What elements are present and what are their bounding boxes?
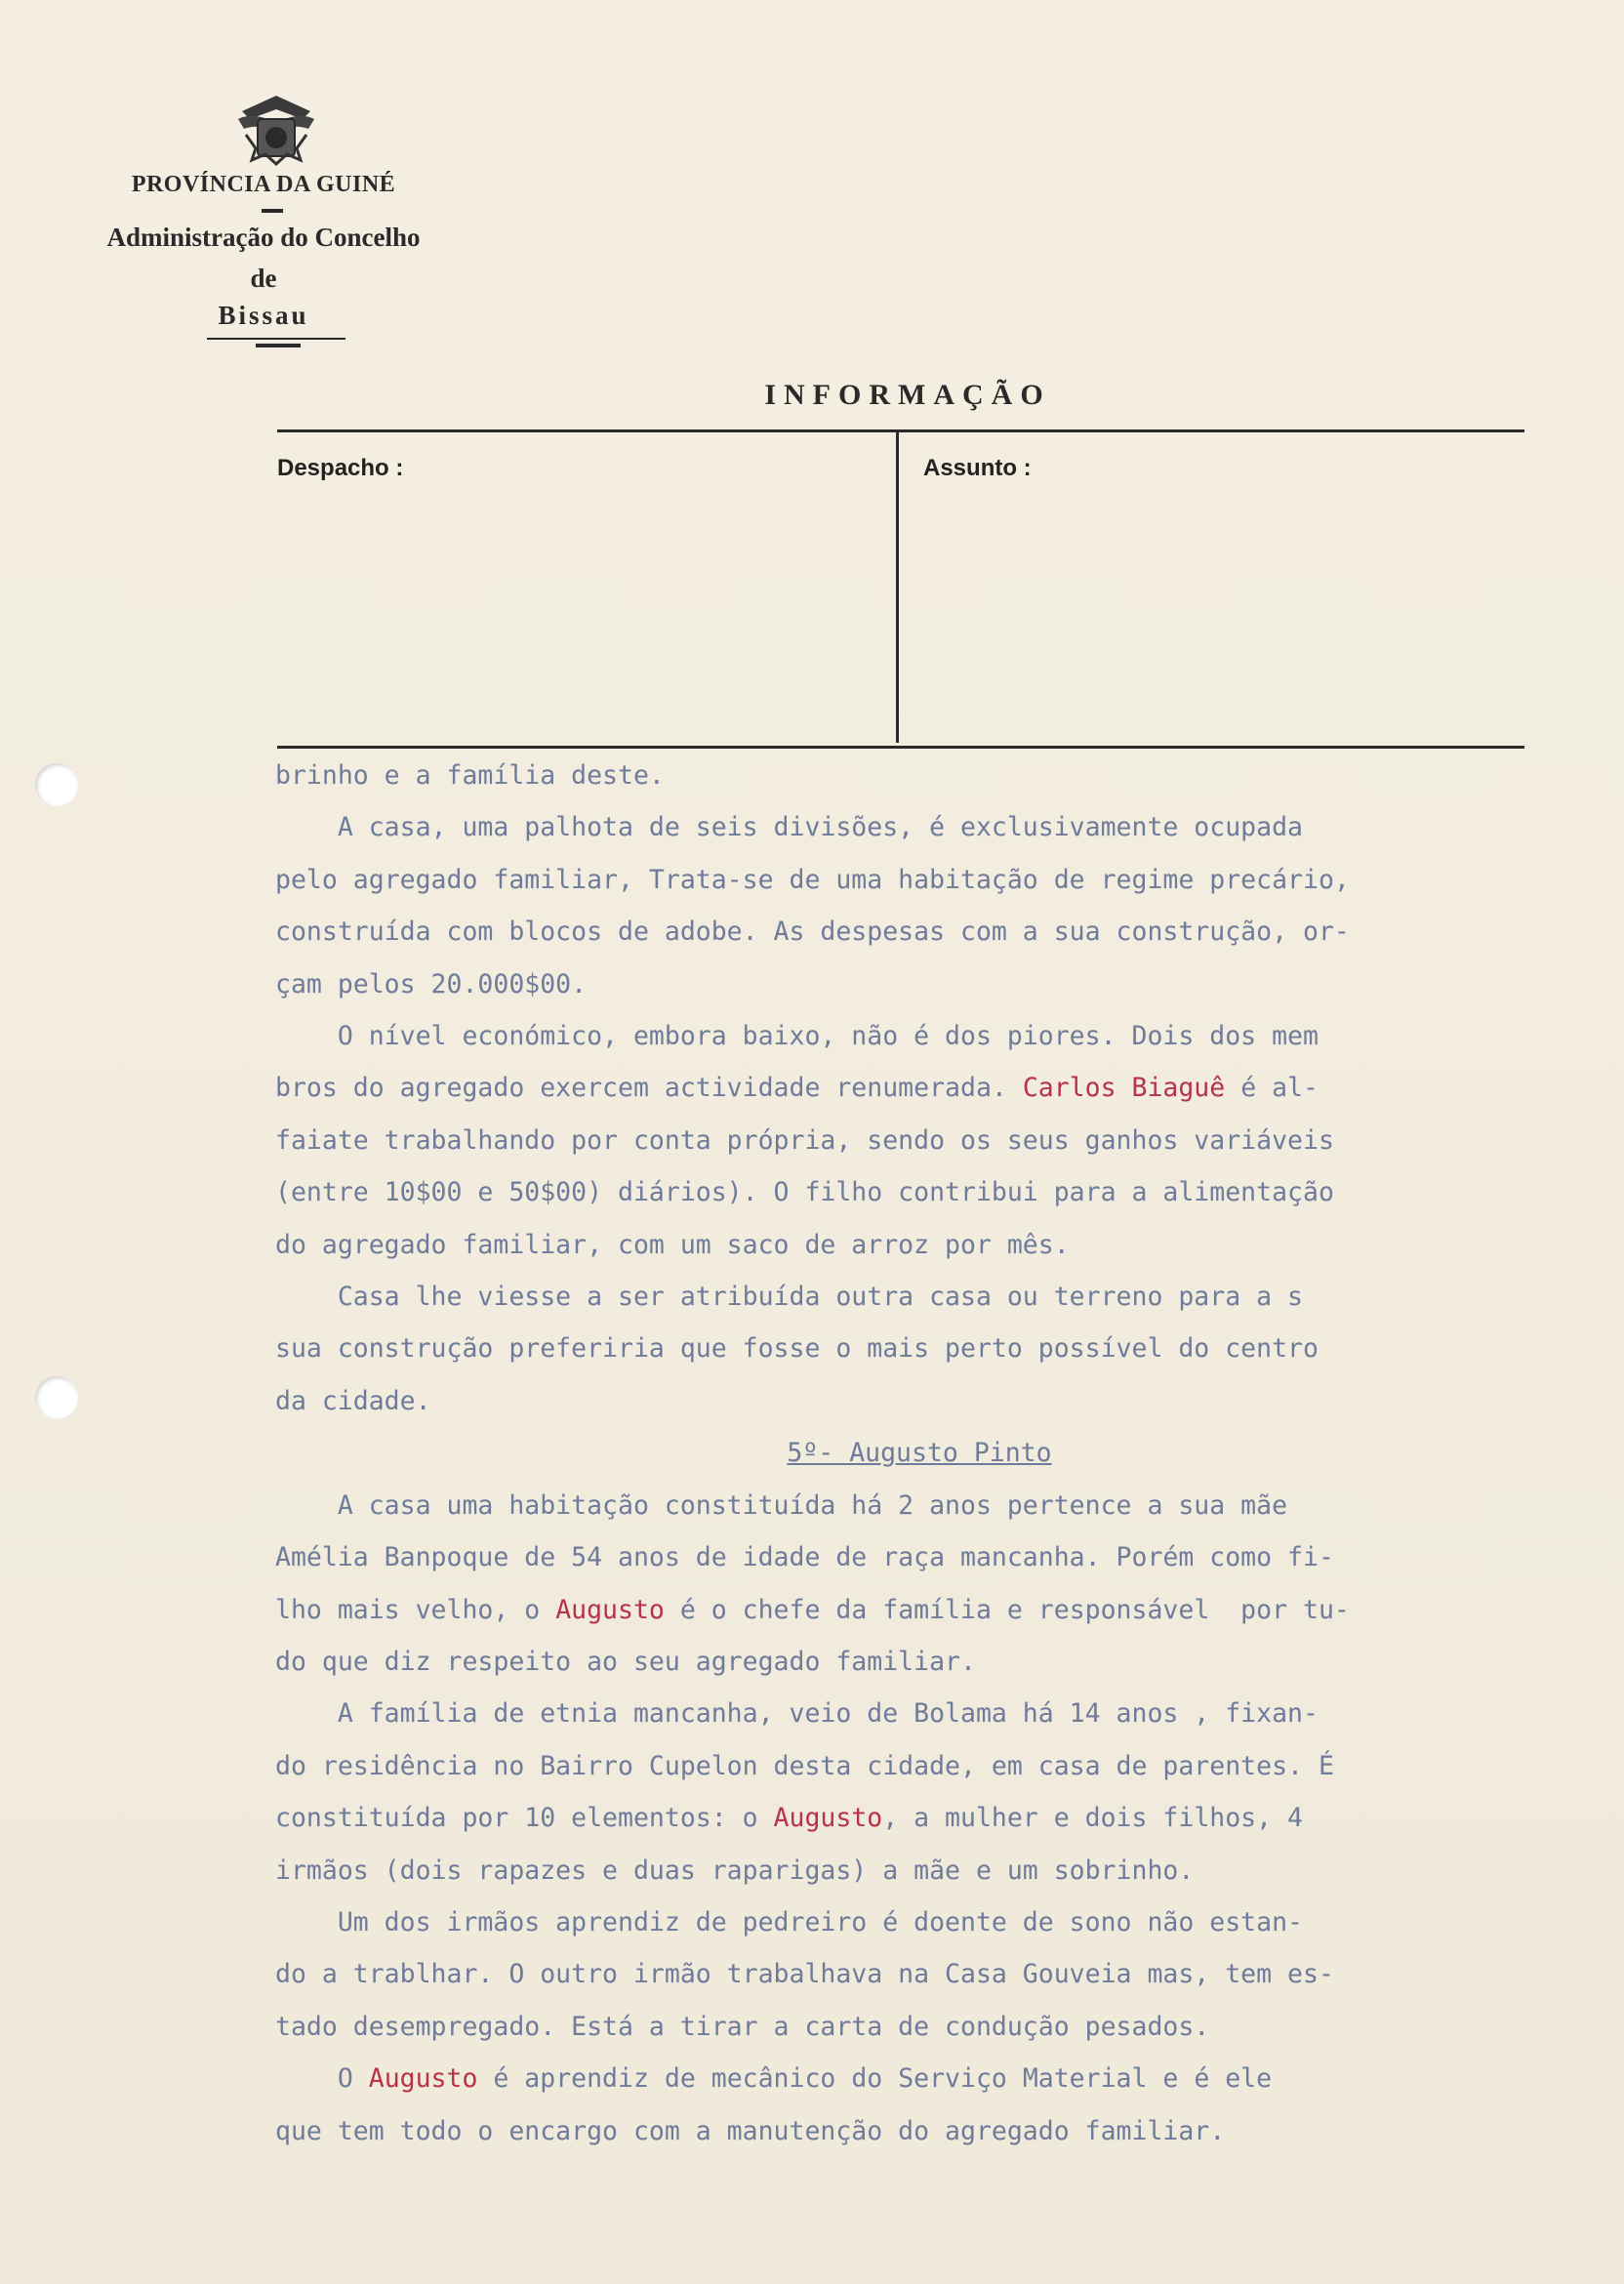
text-line: çam pelos 20.000$00.: [275, 968, 588, 999]
name-augusto: Augusto: [555, 1594, 665, 1625]
text-line: [275, 1062, 1603, 1114]
text-line: (entre 10$00 e 50$00) diários). O filho contribui para a alimentação: [275, 1177, 1334, 1208]
text-line: da cidade.: [275, 1385, 431, 1416]
text-line: sua construção preferiria que fosse o mais perto possível do centro: [275, 1333, 1319, 1365]
text-line: que tem todo o encargo com a manutenção do agregado familiar.: [275, 2115, 1226, 2146]
city-name: Bissau: [218, 301, 309, 330]
name-augusto: Augusto: [773, 1803, 883, 1834]
name-carlos-biague: Carlos Biaguê: [1022, 1073, 1226, 1104]
text-fragment: é al-: [1225, 1073, 1319, 1104]
text-line: A família de etnia mancanha, veio de Bolama há 14 anos , fixan-: [275, 1698, 1319, 1730]
text-line: [275, 1792, 1603, 1844]
text-line: Amélia Banpoque de 54 anos de idade de raça mancanha. Porém como fi-: [275, 1542, 1334, 1573]
text-line: irmãos (dois rapazes e duas raparigas) a mãe e um sobrinho.: [275, 1855, 1195, 1886]
form-border-middle: [896, 432, 899, 743]
divider: [256, 344, 301, 347]
province-name: PROVÍNCIA DA GUINÉ: [131, 172, 396, 197]
section-heading: [548, 1427, 1290, 1479]
divider: [207, 338, 345, 340]
text-line: do que diz respeito ao seu agregado familiar.: [275, 1646, 976, 1677]
text-fragment: constituída por 10 elementos: o: [275, 1803, 774, 1834]
divider: [262, 209, 283, 213]
text-line: A casa uma habitação constituída há 2 anos pertence a sua mãe: [275, 1489, 1288, 1521]
text-line: Um dos irmãos aprendiz de pedreiro é doente de sono não estan-: [275, 1906, 1303, 1937]
text-fragment: é o chefe da família e responsável por tu-: [664, 1594, 1350, 1625]
text-line: A casa, uma palhota de seis divisões, é exclusivamente ocupada: [275, 812, 1303, 843]
text-line: faiate trabalhando por conta própria, sendo os seus ganhos variáveis: [275, 1124, 1334, 1156]
text-line: [275, 1584, 1603, 1636]
text-fragment: O: [275, 2063, 369, 2095]
text-line: O nível económico, embora baixo, não é dos piores. Dois dos mem: [275, 1021, 1319, 1052]
text-line: brinho e a família deste.: [275, 760, 665, 791]
text-fragment: , a mulher e dois filhos, 4: [882, 1803, 1304, 1834]
name-augusto: Augusto: [368, 2063, 478, 2095]
section-heading-text: 5º- Augusto Pinto: [787, 1438, 1052, 1469]
text-line: tado desempregado. Está a tirar a carta de condução pesados.: [275, 2011, 1210, 2042]
despacho-label: Despacho :: [277, 455, 404, 481]
coat-of-arms-icon: [232, 90, 320, 166]
administration-name: Administração do Concelho: [106, 223, 421, 252]
text-line: [275, 2053, 1603, 2104]
text-line: do agregado familiar, com um saco de arroz por mês.: [275, 1229, 1070, 1260]
punch-hole: [35, 1376, 78, 1419]
text-fragment: lho mais velho, o: [275, 1594, 556, 1625]
text-line: do residência no Bairro Cupelon desta cidade, em casa de parentes. É: [275, 1750, 1334, 1781]
form-border-top: [277, 429, 1524, 432]
administration-de: de: [250, 264, 277, 293]
text-fragment: bros do agregado exercem actividade renumerada.: [275, 1073, 1023, 1104]
text-line: Casa lhe viesse a ser atribuída outra casa ou terreno para a s: [275, 1282, 1303, 1313]
typed-body: [275, 750, 1603, 2157]
text-line: do a trablhar. O outro irmão trabalhava na Casa Gouveia mas, tem es-: [275, 1959, 1334, 1990]
text-fragment: é aprendiz de mecânico do Serviço Material e é ele: [477, 2063, 1273, 2095]
assunto-label: Assunto :: [923, 455, 1032, 481]
punch-hole: [35, 763, 78, 806]
text-line: pelo agregado familiar, Trata-se de uma habitação de regime precário,: [275, 864, 1350, 895]
document-title: INFORMAÇÃO: [764, 379, 1051, 411]
text-line: construída com blocos de adobe. As despesas com a sua construção, or-: [275, 917, 1350, 948]
form-border-bottom: [277, 746, 1524, 749]
